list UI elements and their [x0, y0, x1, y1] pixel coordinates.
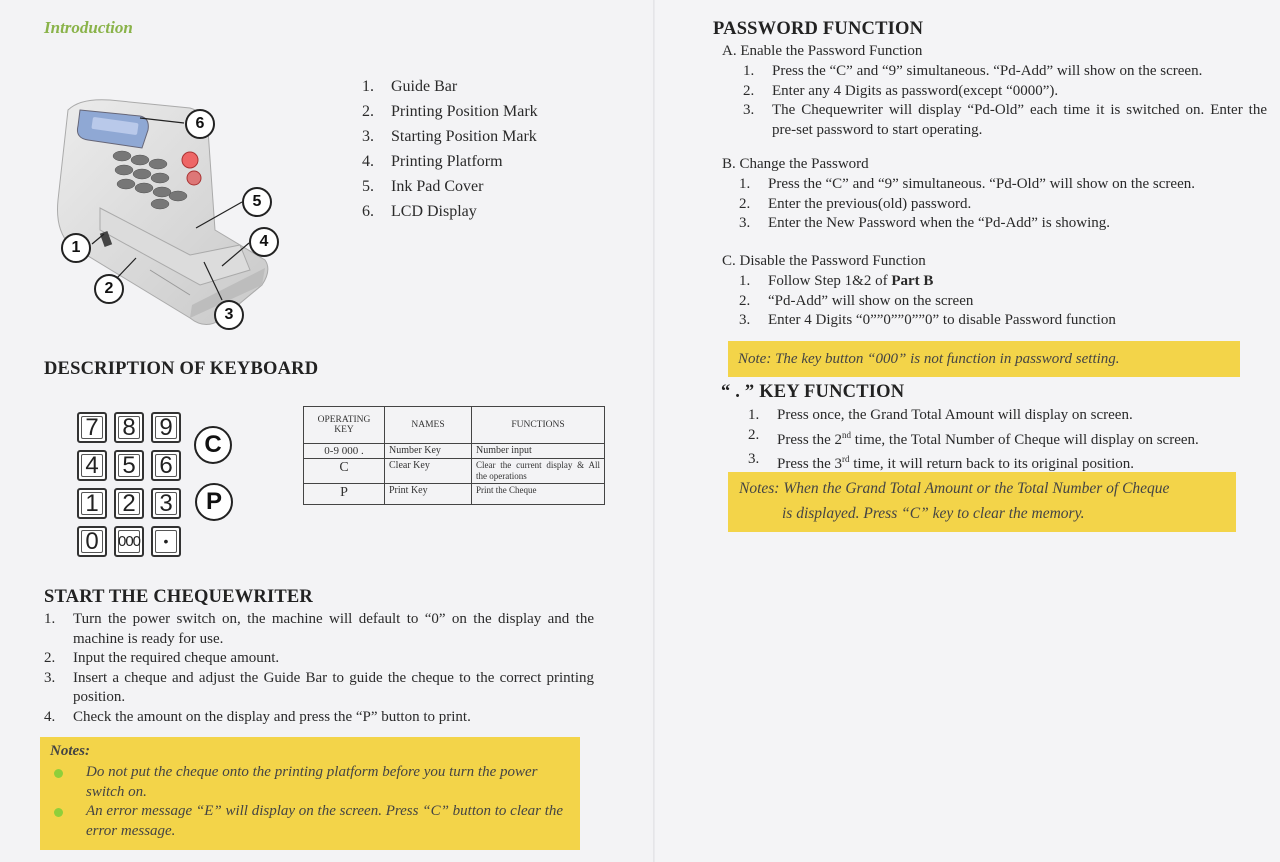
column-header: FUNCTIONS: [472, 407, 605, 444]
keyboard-title: DESCRIPTION OF KEYBOARD: [44, 359, 319, 379]
key-0: 0: [77, 526, 107, 557]
table-row: [304, 484, 605, 505]
list-item: 6. LCD Display: [362, 203, 477, 220]
table-row: [304, 444, 605, 459]
bullet-icon: [54, 769, 63, 778]
table-row: [304, 459, 605, 484]
callout-5: 5: [242, 187, 272, 217]
key-dot: •: [151, 526, 181, 557]
right-page: [655, 0, 1280, 862]
list-item: 5. Ink Pad Cover: [362, 178, 484, 195]
start-title: START THE CHEQUEWRITER: [44, 587, 313, 607]
bullet-icon: [54, 808, 63, 817]
password-note: Note: The key button “000” is not function in password setting.: [728, 341, 1240, 377]
list-item: 1. Turn the power switch on, the machine will default to “0” on the display and the machine is ready for use.: [44, 611, 594, 647]
list-item: 2. Printing Position Mark: [362, 103, 538, 120]
key-000: 000: [114, 526, 144, 557]
callout-6: 6: [185, 109, 215, 139]
note-line: Notes: When the Grand Total Amount or the Total Number of Cheque: [739, 480, 1170, 497]
section-heading-c: C. Disable the Password Function: [722, 253, 926, 269]
callout-4: 4: [249, 227, 279, 257]
list-item: 3. Insert a cheque and adjust the Guide Bar to guide the cheque to the correct printing position.: [44, 669, 594, 705]
table-cell: Print the Cheque: [472, 484, 605, 505]
table-cell: Number input: [472, 444, 605, 459]
table-cell: Print Key: [385, 484, 472, 505]
key-6: 6: [151, 450, 181, 481]
note-item: An error message “E” will display on the screen. Press “C” button to clear the error message.: [86, 803, 564, 839]
key-c: C: [194, 426, 232, 464]
column-header: NAMES: [385, 407, 472, 444]
list-item: 4. Check the amount on the display and press the “P” button to print.: [44, 708, 471, 725]
key-2: 2: [114, 488, 144, 519]
list-item: 1. Follow Step 1&2 of Part B: [739, 273, 934, 289]
key-1: 1: [77, 488, 107, 519]
key-function-steps: [748, 406, 1273, 475]
list-item: 3. Starting Position Mark: [362, 128, 537, 145]
list-item: 2. Enter any 4 Digits as password(except “0000”).: [743, 82, 1059, 99]
section-heading-a: A. Enable the Password Function: [722, 43, 923, 59]
password-title: PASSWORD FUNCTION: [713, 19, 924, 39]
list-item: 1. Press the “C” and “9” simultaneous. “Pd-Add” will show on the screen.: [743, 63, 1203, 79]
list-item: 3. Enter the New Password when the “Pd-Add” is showing.: [739, 215, 1111, 231]
intro-title: Introduction: [44, 18, 133, 37]
key-4: 4: [77, 450, 107, 481]
list-item: 2. “Pd-Add” will show on the screen: [739, 292, 974, 309]
key-9: 9: [151, 412, 181, 443]
notes-box: [40, 737, 580, 850]
list-item: 4. Printing Platform: [362, 153, 503, 170]
list-item: 2. Input the required cheque amount.: [44, 650, 280, 666]
key-8: 8: [114, 412, 144, 443]
list-item: 1. Press the “C” and “9” simultaneous. “Pd-Old” will show on the screen.: [739, 176, 1195, 192]
start-steps: [44, 610, 594, 727]
key-7: 7: [77, 412, 107, 443]
table-cell: P: [304, 484, 385, 505]
table-header-row: [304, 407, 605, 444]
note-line: is displayed. Press “C” key to clear the memory.: [782, 505, 1085, 522]
callout-1: 1: [61, 233, 91, 263]
key-p: P: [195, 483, 233, 521]
list-item: 2. Press the 2nd time, the Total Number of Cheque will display on screen.: [748, 426, 1199, 448]
table-cell: 0-9 000 .: [304, 444, 385, 459]
keyboard-table: [303, 406, 605, 505]
table-cell: Clear the current display & All the operations: [472, 459, 605, 484]
section-heading-b: B. Change the Password: [722, 156, 869, 172]
key-3: 3: [151, 488, 181, 519]
table-cell: Clear Key: [385, 459, 472, 484]
password-steps-a: [743, 62, 1267, 140]
callout-2: 2: [94, 274, 124, 304]
key-function-note: [728, 472, 1236, 532]
list-item: 3. Press the 3rd time, it will return back to its original position.: [748, 451, 1135, 472]
key-function-title: “ . ” KEY FUNCTION: [721, 382, 905, 402]
note-item: Do not put the cheque onto the printing platform before you turn the power switch on.: [86, 764, 538, 800]
table-cell: Number Key: [385, 444, 472, 459]
list-item: 1. Guide Bar: [362, 78, 458, 95]
password-steps-c: [739, 272, 1269, 331]
parts-list: [362, 74, 538, 224]
list-item: 3. Enter 4 Digits “0””0””0””0” to disable Password function: [739, 312, 1116, 328]
notes-title: Notes:: [50, 743, 90, 759]
list-item: 3. The Chequewriter will display “Pd-Old” each time it is switched on. Enter the pre-set password to start operating.: [743, 102, 1267, 138]
key-5: 5: [114, 450, 144, 481]
list-item: 2. Enter the previous(old) password.: [739, 195, 972, 212]
table-cell: C: [304, 459, 385, 484]
column-header: OPERATING KEY: [304, 407, 385, 444]
list-item: 1. Press once, the Grand Total Amount will display on screen.: [748, 407, 1133, 423]
callout-3: 3: [214, 300, 244, 330]
password-steps-b: [739, 175, 1269, 234]
